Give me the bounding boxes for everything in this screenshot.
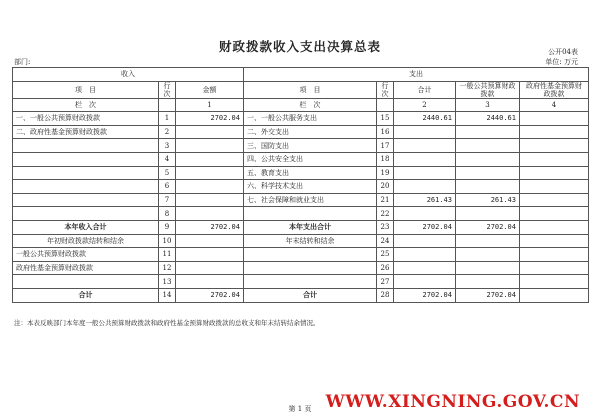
income-amount [176,125,244,139]
header-row-columns [13,81,589,98]
col-index-2: 2 [394,98,456,112]
form-number: 公开04表 [548,48,578,56]
expense-general-budget [456,125,520,139]
expense-general-budget [456,152,520,166]
income-item: 合计 [13,288,159,302]
expense-general-budget [456,180,520,194]
income-amount [176,234,244,248]
expense-total [394,152,456,166]
expense-gov-fund [520,125,589,139]
expense-general-budget: 2702.04 [456,288,520,302]
income-line-no: 13 [159,275,176,289]
income-item [13,166,159,180]
income-item [13,193,159,207]
income-amount-header: 金额 [176,81,244,98]
gov-fund-header: 政府性基金预算财政拨款 [520,81,589,98]
expense-total [394,180,456,194]
general-budget-header: 一般公共预算财政拨款 [456,81,520,98]
expense-line-no: 27 [377,275,394,289]
income-line-no: 1 [159,112,176,126]
expense-item: 三、国防支出 [244,139,377,153]
col-index-1: 1 [176,98,244,112]
expense-total [394,207,456,221]
expense-total [394,261,456,275]
income-item: 政府性基金预算财政拨款 [13,261,159,275]
expense-line-no: 18 [377,152,394,166]
expense-section-header: 支出 [244,68,589,82]
expense-general-budget [456,166,520,180]
unit-label: 单位: 万元 [545,58,578,66]
expense-item: 六、科学技术支出 [244,180,377,194]
expense-gov-fund [520,139,589,153]
table-row [13,112,589,126]
expense-line-no: 23 [377,220,394,234]
expense-line-no: 19 [377,166,394,180]
income-line-no: 11 [159,248,176,262]
page-number: 第 1 页 [288,405,312,413]
expense-general-budget [456,234,520,248]
expense-item [244,207,377,221]
income-amount [176,248,244,262]
table-row [13,193,589,207]
income-line-no: 10 [159,234,176,248]
expense-total: 2440.61 [394,112,456,126]
expense-item [244,275,377,289]
expense-general-budget: 261.43 [456,193,520,207]
expense-gov-fund [520,261,589,275]
expense-total [394,248,456,262]
expense-line-no: 17 [377,139,394,153]
expense-total-header: 合计 [394,81,456,98]
expense-total [394,166,456,180]
income-item [13,180,159,194]
expense-gov-fund [520,234,589,248]
expense-item: 七、社会保障和就业支出 [244,193,377,207]
report-title: 财政拨款收入支出决算总表 [218,39,381,54]
expense-general-budget [456,139,520,153]
expense-total [394,275,456,289]
expense-line-header: 行次 [377,81,394,98]
expense-line-no: 15 [377,112,394,126]
income-amount: 2702.04 [176,220,244,234]
income-amount [176,193,244,207]
table-row [13,275,589,289]
expense-item [244,248,377,262]
income-line-no: 5 [159,166,176,180]
income-amount [176,166,244,180]
expense-total: 2702.04 [394,220,456,234]
income-item: 本年收入合计 [13,220,159,234]
expense-column-label: 栏 次 [244,98,377,112]
expense-item: 四、公共安全支出 [244,152,377,166]
expense-gov-fund [520,248,589,262]
income-item [13,207,159,221]
income-item-header: 项 目 [13,81,159,98]
income-amount: 2702.04 [176,288,244,302]
income-amount: 2702.04 [176,112,244,126]
income-amount [176,261,244,275]
header-row-index [13,98,589,112]
income-item [13,275,159,289]
income-line-no: 3 [159,139,176,153]
income-section-header: 收入 [13,68,244,82]
income-line-no: 12 [159,261,176,275]
table-row [13,248,589,262]
expense-total [394,234,456,248]
expense-item: 一、一般公共服务支出 [244,112,377,126]
income-line-no: 7 [159,193,176,207]
income-column-label: 栏 次 [13,98,159,112]
expense-line-no: 16 [377,125,394,139]
expense-line-no: 28 [377,288,394,302]
summary-table [12,67,589,303]
income-line-no: 4 [159,152,176,166]
table-row [13,152,589,166]
income-amount [176,180,244,194]
expense-gov-fund [520,193,589,207]
income-item: 一般公共预算财政拨款 [13,248,159,262]
expense-total [394,139,456,153]
expense-gov-fund [520,152,589,166]
expense-general-budget [456,248,520,262]
table-row [13,180,589,194]
expense-general-budget [456,261,520,275]
income-line-header: 行次 [159,81,176,98]
expense-line-no: 22 [377,207,394,221]
expense-gov-fund [520,288,589,302]
table-row [13,288,589,302]
expense-general-budget: 2702.04 [456,220,520,234]
income-line-no: 6 [159,180,176,194]
department-label: 部门: [14,58,31,66]
income-line-no: 14 [159,288,176,302]
expense-gov-fund [520,275,589,289]
expense-gov-fund [520,166,589,180]
site-watermark: WWW.XINGNING.GOV.CN [325,392,580,412]
table-row [13,220,589,234]
income-amount [176,275,244,289]
expense-item: 二、外交支出 [244,125,377,139]
expense-general-budget: 2440.61 [456,112,520,126]
expense-item: 合计 [244,288,377,302]
income-item [13,152,159,166]
expense-gov-fund [520,220,589,234]
table-row [13,139,589,153]
table-row [13,125,589,139]
income-item: 二、政府性基金预算财政拨款 [13,125,159,139]
expense-line-no: 21 [377,193,394,207]
header-row-sections [13,68,589,82]
income-line-no: 2 [159,125,176,139]
expense-gov-fund [520,180,589,194]
table-row [13,207,589,221]
expense-line-no: 24 [377,234,394,248]
expense-item: 五、教育支出 [244,166,377,180]
expense-total: 2702.04 [394,288,456,302]
expense-item-header: 项 目 [244,81,377,98]
income-amount [176,152,244,166]
expense-item: 本年支出合计 [244,220,377,234]
footnote: 注：本表反映部门本年度一般公共预算财政拨款和政府性基金预算财政拨款的总收支和年末结转结余情况。 [14,319,320,327]
expense-total [394,125,456,139]
income-item [13,139,159,153]
col-index-3: 3 [456,98,520,112]
expense-line-no: 26 [377,261,394,275]
col-index-4: 4 [520,98,589,112]
income-item: 一、一般公共预算财政拨款 [13,112,159,126]
expense-line-no: 25 [377,248,394,262]
income-item: 年初财政拨款结转和结余 [13,234,159,248]
income-line-no: 8 [159,207,176,221]
table-row [13,234,589,248]
expense-line-no: 20 [377,180,394,194]
income-line-no: 9 [159,220,176,234]
expense-gov-fund [520,207,589,221]
expense-total: 261.43 [394,193,456,207]
table-row [13,261,589,275]
expense-general-budget [456,207,520,221]
expense-gov-fund [520,112,589,126]
expense-item: 年末结转和结余 [244,234,377,248]
table-row [13,166,589,180]
expense-general-budget [456,275,520,289]
income-amount [176,207,244,221]
income-amount [176,139,244,153]
expense-item [244,261,377,275]
